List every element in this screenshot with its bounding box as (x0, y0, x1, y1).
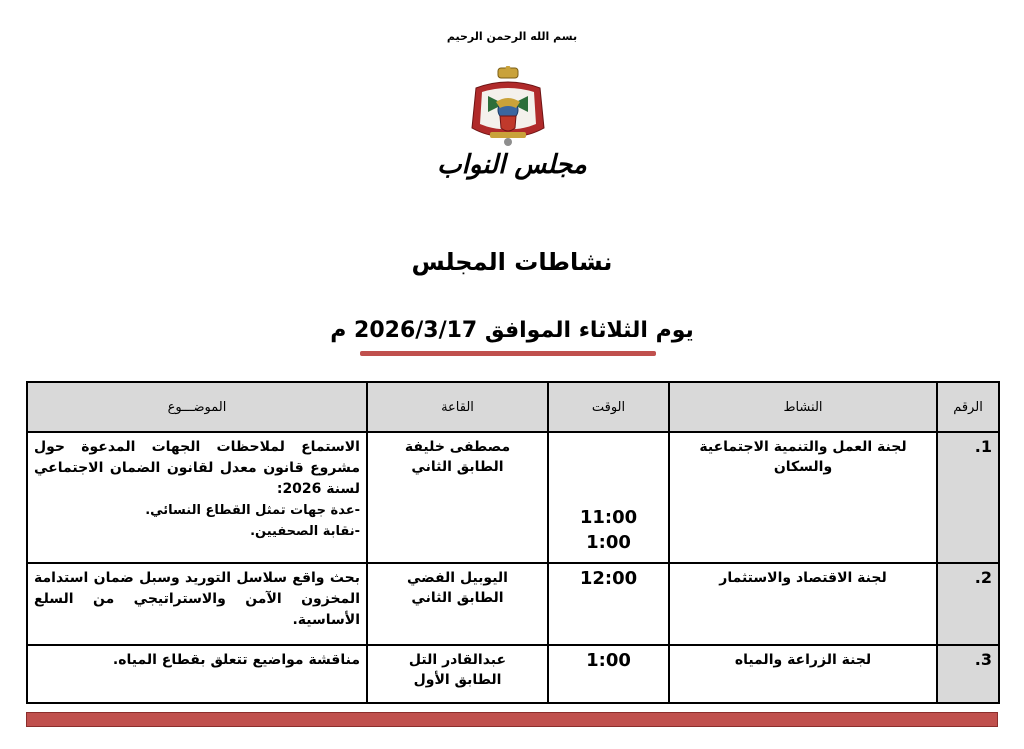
activities-table (26, 381, 1000, 704)
header-num: الرقم (937, 382, 999, 432)
row-topic: بحث واقع سلاسل التوريد وسبل ضمان استدامة المخزون الآمن والاستراتيجي من السلع الأساسية. (27, 563, 367, 645)
hall-name: مصطفى خليفة (404, 439, 511, 455)
row-activity: لجنة العمل والتنمية الاجتماعية والسكان (669, 432, 937, 563)
header-activity: النشاط (669, 382, 937, 432)
header-hall: القاعة (367, 382, 548, 432)
row-activity: لجنة الزراعة والمياه (669, 645, 937, 703)
hall-floor: الطابق الثاني (411, 459, 504, 475)
table-header-row (27, 382, 999, 432)
table-row (27, 645, 999, 703)
topic-bullet: -عدة جهات تمثل القطاع النسائي. (145, 503, 360, 518)
row-hall (367, 563, 548, 645)
page-title: نشاطات المجلس (411, 248, 613, 276)
topic-bullet: -نقابة الصحفيين. (250, 524, 360, 539)
topic-text: الاستماع لملاحظات الجهات المدعوة حول مشروع قانون معدل لقانون الضمان الاجتماعي لسنة 2026: (34, 439, 360, 497)
table-row (27, 563, 999, 645)
row-hall (367, 432, 548, 563)
date-underline (360, 351, 656, 356)
date-heading: يوم الثلاثاء الموافق 2026/3/17 م (330, 318, 694, 343)
time-start: 11:00 (579, 507, 638, 528)
row-hall (367, 645, 548, 703)
hall-floor: الطابق الثاني (411, 590, 504, 606)
row-time: 1:00 (548, 645, 669, 703)
row-topic: مناقشة مواضيع تتعلق بقطاع المياه. (27, 645, 367, 703)
coat-of-arms-icon (468, 66, 548, 148)
row-time: 12:00 (548, 563, 669, 645)
row-num: 2. (937, 563, 999, 645)
row-num: 3. (937, 645, 999, 703)
row-time (548, 432, 669, 563)
row-activity: لجنة الاقتصاد والاستثمار (669, 563, 937, 645)
hall-name: عبدالقادر التل (408, 652, 507, 668)
time-end: 1:00 (586, 532, 631, 553)
hall-name: اليوبيل الفضي (407, 570, 508, 586)
footer-bar (26, 712, 998, 727)
header-topic: الموضـــوع (27, 382, 367, 432)
hall-floor: الطابق الأول (413, 672, 502, 688)
row-topic (27, 432, 367, 563)
parliament-name: مجلس النواب (437, 150, 587, 180)
header-time: الوقت (548, 382, 669, 432)
table-row (27, 432, 999, 563)
row-num: 1. (937, 432, 999, 563)
basmala: بسم الله الرحمن الرحيم (446, 30, 578, 43)
